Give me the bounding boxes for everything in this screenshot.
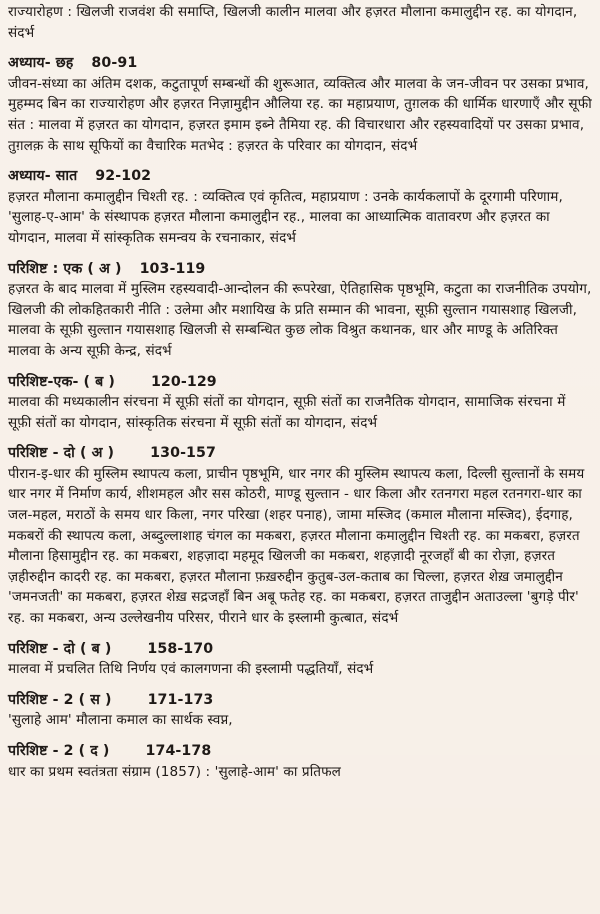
entry-heading (8, 259, 592, 280)
entry-heading (8, 443, 592, 464)
entry-heading (8, 741, 592, 762)
table-of-contents (8, 2, 592, 782)
entry-heading (8, 639, 592, 660)
toc-entry-parishisht-ek-b (8, 372, 592, 434)
toc-entry-parishisht-2-d (8, 741, 592, 782)
entry-heading (8, 372, 592, 393)
entry-description: हज़रत के बाद मालवा में मुस्लिम रहस्यवादी-आन्दोलन की रूपरेखा, ऐतिहासिक पृष्ठभूमि, कटुता का राजनीतिक उपयोग, खिलजी की लोकहितकारी नीति : उलेमा और मशायिख के प्रति सम्मान की भावना, सूफ़ी सुल्तान गयासशाह खिलजी, मालवा के सूफ़ी सुल्तान गयासशाह खिलजी से सम्बन्धित कुछ लोक विश्रुत कथानक, धार और माण्डू के अतिरिक्त मालवा के अन्य सूफ़ी केन्द्र, संदर्भ (8, 281, 592, 359)
entry-title: परिशिष्ट - दो ( ब ) (8, 640, 112, 657)
entry-description: मालवा में प्रचलित तिथि निर्णय एवं कालगणना की इस्लामी पद्धतियाँ, संदर्भ (8, 661, 374, 678)
toc-entry-parishisht-ek-a (8, 259, 592, 362)
toc-entry-parishisht-do-b (8, 639, 592, 680)
entry-description: जीवन-संध्या का अंतिम दशक, कटुतापूर्ण सम्बन्धों की शुरूआत, व्यक्तित्व और मालवा के जन-जीवन पर उसका प्रभाव, मुहम्मद बिन का राज्यारोहण और हज़रत निज़ामुद्दीन औलिया रह. का महाप्रयाण, तुग़लक की धार्मिक धारणाएँ और सूफी संत : मालवा में हज़रत का योगदान, हज़रत इमाम इब्ने तैमिया रह. की विचारधारा और रहस्यवादियों पर उसका प्रभाव, तुग़लक़ के साथ सूफियों का वैचारिक मतभेद : हज़रत के परिवार का योगदान, संदर्भ (8, 75, 592, 154)
entry-description: पीरान-इ-धार की मुस्लिम स्थापत्य कला, प्राचीन पृष्ठभूमि, धार नगर की मुस्लिम स्थापत्य कला, दिल्ली सुल्तानों के समय धार नगर में निर्माण कार्य, शीशमहल और सस कोठरी, माण्डू सुल्तान - धार किला और रतनगरा महल रतनगरा-धार का जल-महल, मराठों के समय धार किला, नगर परिखा (शहर पनाह), जामा मस्जिद (कमाल मौलाना मस्जिद), ईदगाह, मकबरों की स्थापत्य कला, अब्दुल्लाशाह चंगल का मकबरा, हज़रत मौलाना कमालुद्दीन चिश्ती रह. का मकबरा, हज़रत मौलाना हिसामुद्दीन रह. का मकबरा, शहज़ादा महमूद खिलजी का मकबरा, शहज़ादी नूरजहाँ बी का रोज़ा, हज़रत ज़हीरुद्दीन कादरी रह. का मकबरा, हज़रत मौलाना फ़ख़रुद्दीन कुतुब-उल-कताब का चिल्ला, हज़रत शेख़ जमालुद्दीन 'जमनजती' का मकबरा, हज़रत शेख़ सद्रजहाँ बिन अबू फतेह रह. का मकबरा, हज़रत ताजुद्दीन अताउल्ला 'बुगड़े पीर' रह. का मकबरा, अन्य उल्लेखनीय परिसर, पीराने धार के इस्लामी कुत्बात, संदर्भ (8, 465, 585, 627)
entry-description: 'सुलाहे आम' मौलाना कमाल का सार्थक स्वप्न, (8, 712, 233, 729)
entry-page-range: 103-119 (139, 260, 206, 277)
entry-page-range: 130-157 (150, 445, 216, 462)
entry-page-range: 120-129 (150, 373, 217, 390)
entry-title: अध्याय- सात (8, 168, 78, 185)
entry-heading (8, 690, 592, 711)
toc-entry-parishisht-do-a (8, 443, 592, 628)
entry-title: परिशिष्ट : एक ( अ ) (8, 260, 122, 277)
toc-entry-rajyarohan (8, 2, 592, 43)
entry-page-range: 92-102 (95, 168, 152, 185)
entry-description: मालवा की मध्यकालीन संरचना में सूफ़ी संतों का योगदान, सूफ़ी संतों का राजनैतिक योगदान, सामाजिक संरचना में सूफ़ी संतों का योगदान, सांस्कृतिक संरचना में सूफ़ी संतों का योगदान, संदर्भ (8, 394, 566, 431)
entry-title: परिशिष्ट - 2 ( द ) (8, 743, 110, 759)
entry-description: हज़रत मौलाना कमालुद्दीन चिश्ती रह. : व्यक्तित्व एवं कृतित्व, महाप्रयाण : उनके कार्यकलापों के दूरगामी परिणाम, 'सुलाह-ए-आम' के संस्थापक हज़रत मौलाना कमालुद्दीन रह., मालवा का आध्यात्मिक वातावरण और हज़रत का योगदान, मालवा में सांस्कृतिक समन्वय के रचनाकार, संदर्भ (8, 188, 563, 246)
entry-title: परिशिष्ट-एक- ( ब ) (8, 373, 115, 390)
entry-page-range: 80-91 (91, 55, 138, 72)
entry-title: परिशिष्ट - 2 ( स ) (8, 691, 112, 708)
toc-entry-adhyay-chhah (8, 53, 592, 156)
entry-heading (8, 53, 592, 74)
entry-title: परिशिष्ट - दो ( अ ) (8, 445, 115, 462)
entry-page-range: 171-173 (147, 691, 214, 708)
entry-page-range: 174-178 (145, 743, 212, 759)
entry-page-range: 158-170 (147, 640, 214, 657)
entry-heading (8, 166, 592, 187)
entry-description: राज्यारोहण : खिलजी राजवंश की समाप्ति, खिलजी कालीन मालवा और हज़रत मौलाना कमालुद्दीन रह. का योगदान, संदर्भ (8, 4, 578, 41)
toc-entry-adhyay-saat (8, 166, 592, 248)
entry-title: अध्याय- छह (8, 55, 74, 72)
entry-description: धार का प्रथम स्वतंत्रता संग्राम (1857) : 'सुलाहे-आम' का प्रतिफल (8, 763, 342, 780)
toc-entry-parishisht-2-s (8, 690, 592, 731)
